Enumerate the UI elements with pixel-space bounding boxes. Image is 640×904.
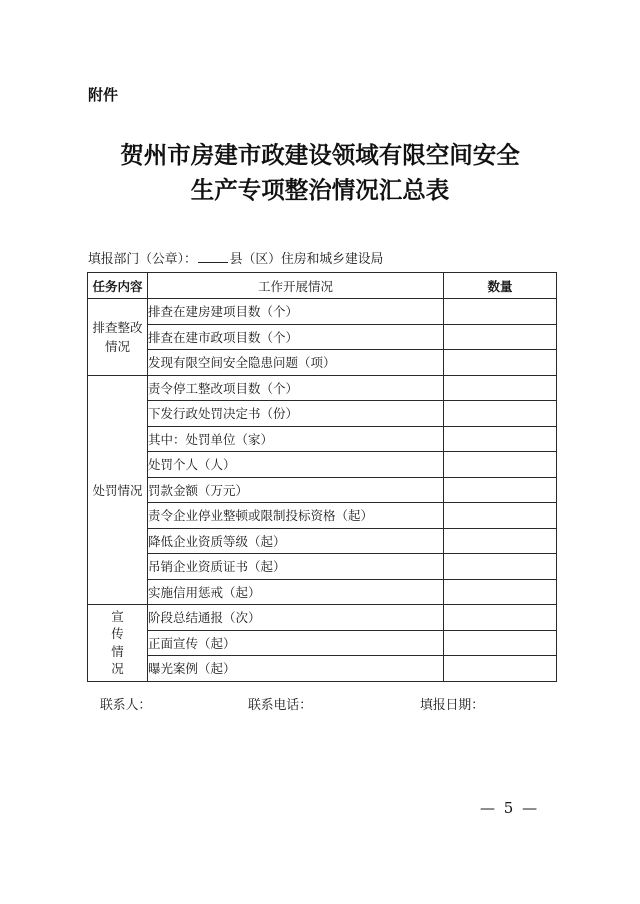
count-cell: [444, 452, 557, 478]
document-title: [0, 138, 640, 208]
item-label: 吊销企业资质证书（起）: [148, 554, 444, 580]
reporting-unit-line: [88, 250, 383, 268]
count-cell: [444, 579, 557, 605]
group-label-line: 情: [111, 643, 124, 659]
table-header-row: [88, 273, 557, 299]
item-label: 下发行政处罚决定书（份）: [148, 401, 444, 427]
count-cell: [444, 324, 557, 350]
count-cell: [444, 350, 557, 376]
count-cell: [444, 554, 557, 580]
group-label-line: 况: [111, 661, 124, 677]
item-label: 实施信用惩戒（起）: [148, 579, 444, 605]
item-label: 阶段总结通报（次）: [148, 605, 444, 631]
count-cell: [444, 477, 557, 503]
group-label-publicity: [88, 605, 148, 682]
group-label-line: 排查整改: [92, 319, 143, 335]
table-row: [88, 605, 557, 631]
item-label: 责令企业停业整顿或限制投标资格（起）: [148, 503, 444, 529]
count-cell: [444, 656, 557, 682]
item-label: 排查在建市政项目数（个）: [148, 324, 444, 350]
table-row: [88, 579, 557, 605]
header-count: 数量: [444, 273, 557, 299]
table-row: [88, 528, 557, 554]
reporting-unit-suffix: 县（区）住房和城乡建设局: [229, 252, 384, 267]
table-row: [88, 401, 557, 427]
summary-table: [87, 272, 557, 682]
item-label: 发现有限空间安全隐患问题（项）: [148, 350, 444, 376]
title-line-2: 生产专项整治情况汇总表: [190, 176, 450, 204]
table-row: [88, 350, 557, 376]
item-label: 排查在建房建项目数（个）: [148, 299, 444, 325]
group-label-line: 处罚情况: [92, 482, 143, 498]
item-label: 正面宣传（起）: [148, 630, 444, 656]
reporting-unit-label: 填报部门（公章）：: [88, 252, 197, 267]
item-label: 降低企业资质等级（起）: [148, 528, 444, 554]
report-date-label: 填报日期：: [420, 698, 484, 713]
table-row: [88, 375, 557, 401]
group-label-line: 传: [111, 626, 124, 642]
table-row: [88, 426, 557, 452]
header-task: 任务内容: [88, 273, 148, 299]
header-work: 工作开展情况: [148, 273, 444, 299]
table-row: [88, 477, 557, 503]
table-row: [88, 630, 557, 656]
table-row: [88, 656, 557, 682]
table-row: [88, 452, 557, 478]
group-label-inspection: [88, 299, 148, 376]
page-number: — 5 —: [480, 799, 540, 817]
county-blank: [198, 250, 228, 263]
count-cell: [444, 299, 557, 325]
contact-phone-label: 联系电话：: [248, 698, 312, 713]
item-label: 曝光案例（起）: [148, 656, 444, 682]
count-cell: [444, 630, 557, 656]
count-cell: [444, 401, 557, 427]
item-label: 罚款金额（万元）: [148, 477, 444, 503]
count-cell: [444, 503, 557, 529]
count-cell: [444, 375, 557, 401]
table-row: [88, 554, 557, 580]
table-row: [88, 324, 557, 350]
attachment-label: 附件: [88, 86, 119, 104]
count-cell: [444, 426, 557, 452]
count-cell: [444, 605, 557, 631]
item-label: 其中：处罚单位（家）: [148, 426, 444, 452]
table-row: [88, 299, 557, 325]
item-label: 责令停工整改项目数（个）: [148, 375, 444, 401]
group-label-line: 宣: [111, 608, 124, 624]
item-label: 处罚个人（人）: [148, 452, 444, 478]
table-row: [88, 503, 557, 529]
title-line-1: 贺州市房建市政建设领域有限空间安全: [120, 141, 520, 169]
group-label-line: 情况: [104, 338, 130, 354]
contact-person-label: 联系人：: [100, 698, 152, 713]
count-cell: [444, 528, 557, 554]
group-label-penalty: [88, 375, 148, 605]
